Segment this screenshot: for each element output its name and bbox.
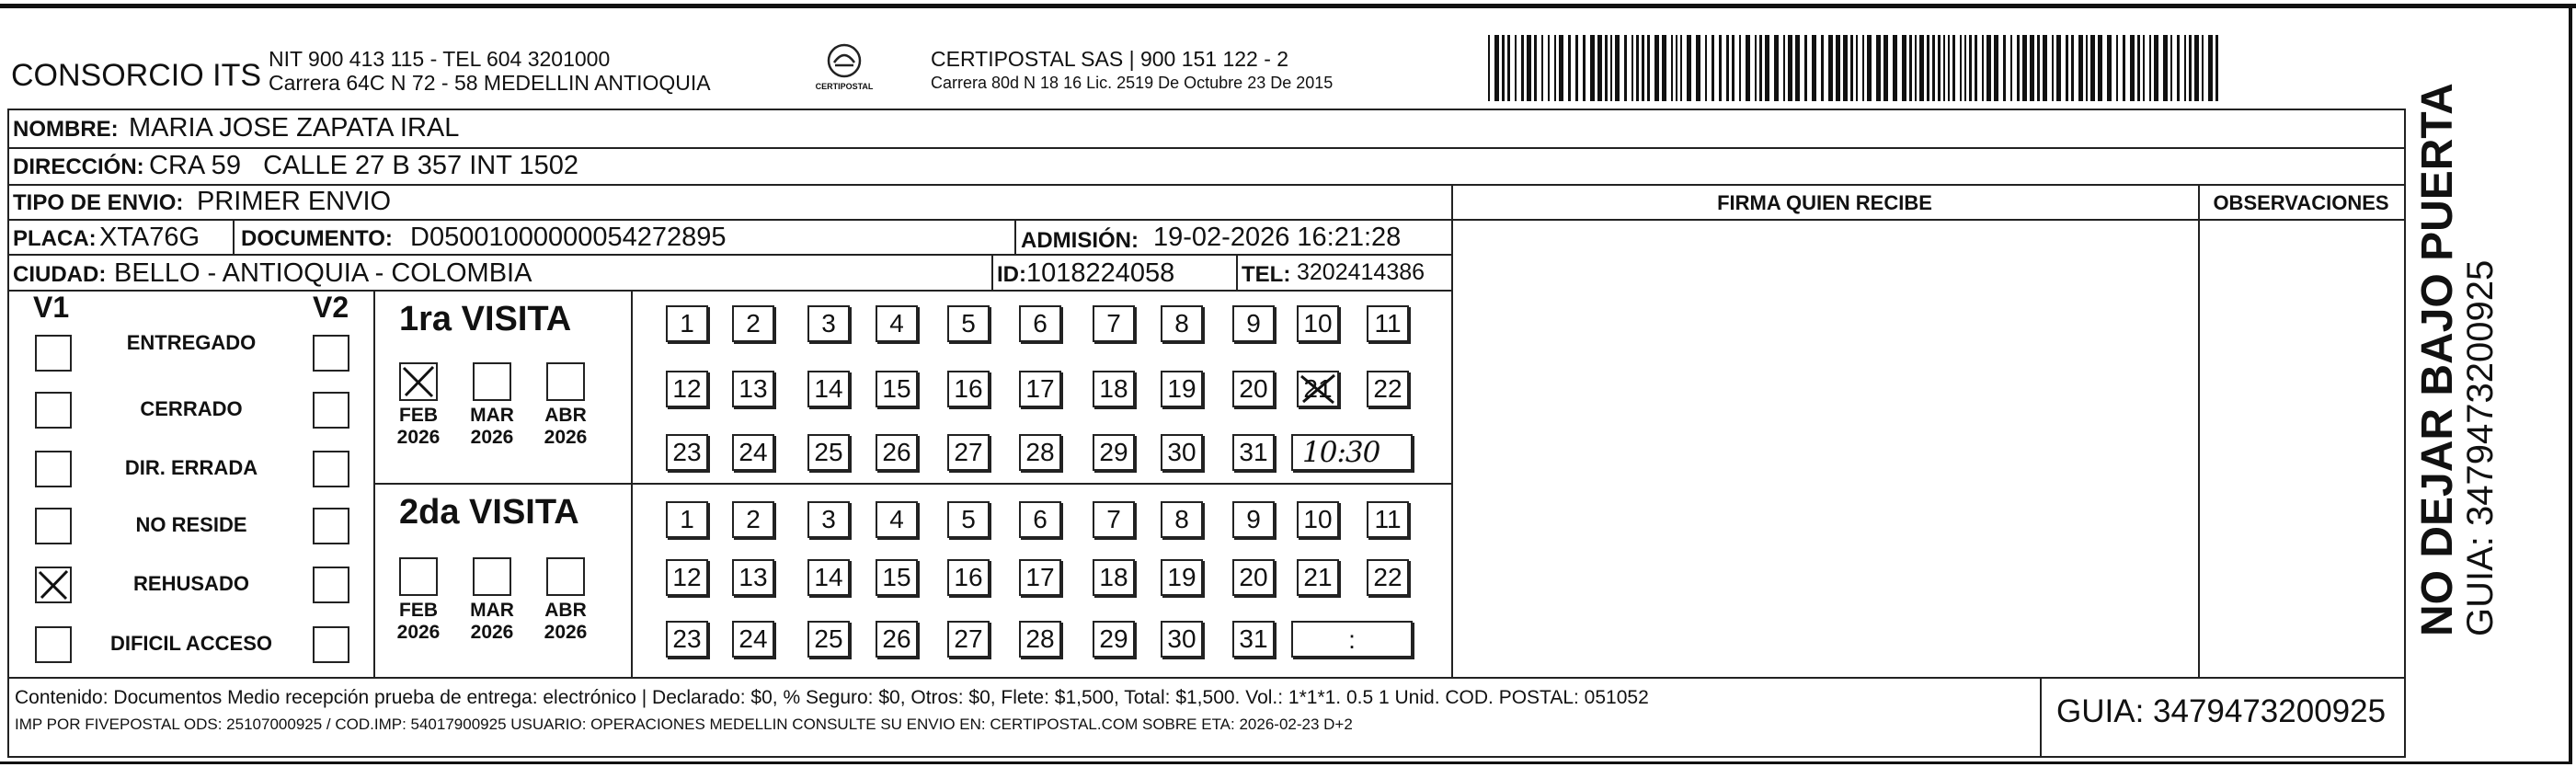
placa-divider xyxy=(233,219,235,254)
month-label: MAR xyxy=(470,405,514,426)
barcode xyxy=(1488,35,2220,101)
month-label: FEB xyxy=(399,405,438,426)
visit1-time-value: 10:30 xyxy=(1302,436,1380,469)
firma-label: FIRMA QUIEN RECIBE xyxy=(1717,191,1932,214)
firma-left-line xyxy=(1451,184,1453,677)
day-box-2[interactable] xyxy=(732,305,774,342)
month-year: 2026 xyxy=(470,622,514,643)
day-number: 11 xyxy=(1374,505,1402,533)
day-box-27[interactable] xyxy=(947,621,990,658)
day-box-8[interactable] xyxy=(1161,501,1203,538)
direccion-label: DIRECCIÓN: xyxy=(13,155,144,179)
day-box-3[interactable] xyxy=(807,501,850,538)
day-box-1[interactable] xyxy=(666,305,708,342)
admision-divider xyxy=(1014,219,1016,254)
form-left-line xyxy=(7,109,9,757)
row-line-5 xyxy=(7,290,1451,292)
day-box-2[interactable] xyxy=(732,501,774,538)
day-box-11[interactable] xyxy=(1367,305,1409,342)
day-number: 17 xyxy=(1025,374,1055,403)
day-number: 4 xyxy=(889,505,904,533)
day-number: 8 xyxy=(1174,309,1189,338)
form-top-line xyxy=(7,109,2406,110)
day-box-8[interactable] xyxy=(1161,305,1203,342)
day-number: 27 xyxy=(954,438,983,466)
day-number: 21 xyxy=(1303,374,1333,403)
month-label: FEB xyxy=(399,600,438,621)
day-number: 13 xyxy=(738,374,768,403)
month-year: 2026 xyxy=(544,427,588,448)
status-label: ENTREGADO xyxy=(126,331,257,354)
day-number: 9 xyxy=(1246,505,1261,533)
day-number: 24 xyxy=(738,438,768,466)
day-number: 15 xyxy=(882,374,911,403)
month-label: MAR xyxy=(470,600,514,621)
day-box-21[interactable] xyxy=(1297,371,1339,407)
day-number: 1 xyxy=(680,505,694,533)
day-box-9[interactable] xyxy=(1232,501,1275,538)
day-number: 21 xyxy=(1303,563,1333,591)
day-box-14[interactable] xyxy=(807,371,850,407)
v1-checkbox[interactable] xyxy=(35,335,72,372)
day-box-5[interactable] xyxy=(947,501,990,538)
carrier-info-line2: Carrera 80d N 18 16 Lic. 2519 De Octubre 23 De 2015 xyxy=(931,74,1334,92)
day-number: 25 xyxy=(814,438,843,466)
id-divider xyxy=(991,254,993,290)
month-checkbox[interactable] xyxy=(546,362,585,401)
logo-text: CERTIPOSTAL xyxy=(815,82,874,91)
day-number: 1 xyxy=(680,309,694,338)
day-box-6[interactable] xyxy=(1019,305,1061,342)
day-box-25[interactable] xyxy=(807,621,850,658)
status-label: REHUSADO xyxy=(133,572,249,595)
bottom-edge xyxy=(0,761,2572,764)
day-number: 2 xyxy=(746,505,761,533)
id-label: ID: xyxy=(997,262,1026,287)
day-box-27[interactable] xyxy=(947,434,990,471)
status-label: NO RESIDE xyxy=(135,513,247,536)
placa-value: XTA76G xyxy=(99,223,200,252)
day-box-22[interactable] xyxy=(1367,371,1409,407)
v2-checkbox[interactable] xyxy=(313,335,349,372)
day-box-15[interactable] xyxy=(876,559,918,596)
day-number: 18 xyxy=(1099,563,1128,591)
day-number: 10 xyxy=(1303,505,1333,533)
form-right-line xyxy=(2404,109,2406,757)
day-box-16[interactable] xyxy=(947,559,990,596)
status-label: DIFICIL ACCESO xyxy=(109,632,272,655)
day-box-26[interactable] xyxy=(876,621,918,658)
day-box-17[interactable] xyxy=(1019,559,1061,596)
day-box-28[interactable] xyxy=(1019,434,1061,471)
day-box-12[interactable] xyxy=(666,371,708,407)
v2-checkbox[interactable] xyxy=(313,451,349,487)
visit-separator xyxy=(373,483,1451,485)
day-number: 16 xyxy=(954,563,983,591)
day-number: 6 xyxy=(1033,505,1048,533)
day-box-19[interactable] xyxy=(1161,559,1203,596)
day-box-30[interactable] xyxy=(1161,434,1203,471)
day-box-31[interactable] xyxy=(1232,434,1275,471)
day-number: 3 xyxy=(821,505,836,533)
v2-checkbox[interactable] xyxy=(313,626,349,663)
day-number: 11 xyxy=(1374,309,1402,338)
month-year: 2026 xyxy=(470,427,514,448)
day-box-17[interactable] xyxy=(1019,371,1061,407)
day-number: 25 xyxy=(814,624,843,653)
day-box-23[interactable] xyxy=(666,621,708,658)
day-number: 14 xyxy=(814,563,843,591)
day-box-3[interactable] xyxy=(807,305,850,342)
day-box-22[interactable] xyxy=(1367,559,1409,596)
day-box-20[interactable] xyxy=(1232,371,1275,407)
day-box-24[interactable] xyxy=(732,434,774,471)
day-box-10[interactable] xyxy=(1297,501,1339,538)
ciudad-label: CIUDAD: xyxy=(13,262,107,287)
tipo-envio-label: TIPO DE ENVIO: xyxy=(13,190,184,215)
day-number: 31 xyxy=(1239,624,1268,653)
tel-label: TEL: xyxy=(1242,262,1291,287)
day-number: 8 xyxy=(1174,505,1189,533)
v2-header: V2 xyxy=(313,291,349,324)
day-box-14[interactable] xyxy=(807,559,850,596)
top-edge xyxy=(0,4,2576,8)
admision-label: ADMISIÓN: xyxy=(1021,228,1139,253)
v2-checkbox[interactable] xyxy=(313,392,349,429)
day-number: 3 xyxy=(821,309,836,338)
day-number: 14 xyxy=(814,374,843,403)
day-box-20[interactable] xyxy=(1232,559,1275,596)
company-info-line2: Carrera 64C N 72 - 58 MEDELLIN ANTIOQUIA xyxy=(269,71,711,95)
documento-label: DOCUMENTO: xyxy=(241,226,393,251)
day-number: 22 xyxy=(1373,563,1402,591)
day-number: 4 xyxy=(889,309,904,338)
day-box-31[interactable] xyxy=(1232,621,1275,658)
day-number: 19 xyxy=(1167,563,1196,591)
day-number: 7 xyxy=(1106,505,1121,533)
nombre-label: NOMBRE: xyxy=(13,117,119,142)
v2-checkbox[interactable] xyxy=(313,508,349,544)
day-number: 16 xyxy=(954,374,983,403)
day-box-4[interactable] xyxy=(876,305,918,342)
month-checkbox[interactable] xyxy=(399,557,438,596)
day-number: 19 xyxy=(1167,374,1196,403)
observaciones-left-line xyxy=(2198,184,2200,677)
right-edge xyxy=(2569,4,2572,763)
month-year: 2026 xyxy=(396,622,441,643)
visit1-time-box xyxy=(1291,434,1413,471)
day-number: 31 xyxy=(1239,438,1268,466)
day-box-1[interactable] xyxy=(666,501,708,538)
month-checkbox[interactable] xyxy=(399,362,438,401)
row-line-1 xyxy=(7,147,2406,149)
month-label: ABR xyxy=(544,405,587,426)
side-warning: NO DEJAR BAJO PUERTA xyxy=(2413,83,2462,636)
day-number: 26 xyxy=(882,438,911,466)
day-number: 6 xyxy=(1033,309,1048,338)
admision-value: 19-02-2026 16:21:28 xyxy=(1153,223,1402,252)
day-number: 10 xyxy=(1303,309,1333,338)
status-label: CERRADO xyxy=(140,397,243,420)
day-box-13[interactable] xyxy=(732,559,774,596)
day-box-11[interactable] xyxy=(1367,501,1409,538)
side-guia: GUIA: 3479473200925 xyxy=(2460,259,2501,636)
day-box-18[interactable] xyxy=(1093,371,1135,407)
day-number: 28 xyxy=(1025,624,1055,653)
check-mark-icon xyxy=(401,364,436,399)
footer-content: Contenido: Documentos Medio recepción prueba de entrega: electrónico | Declarado: $0, % Seguro: $0, Otros: $0, Flete: $1,500, Total: $1,500. Vol.: 1*1*1. 0.5 1 Unid. COD. POSTAL: 051052 xyxy=(15,687,1649,708)
day-number: 24 xyxy=(738,624,768,653)
side-vertical-text xyxy=(2415,83,2500,636)
day-number: 5 xyxy=(961,309,976,338)
day-number: 27 xyxy=(954,624,983,653)
status-label: DIR. ERRADA xyxy=(124,456,258,479)
day-number: 12 xyxy=(672,374,702,403)
day-number: 26 xyxy=(882,624,911,653)
day-box-6[interactable] xyxy=(1019,501,1061,538)
row-line-4 xyxy=(7,254,1451,256)
v1-checkbox[interactable] xyxy=(35,508,72,544)
day-box-10[interactable] xyxy=(1297,305,1339,342)
day-number: 30 xyxy=(1167,438,1196,466)
day-box-16[interactable] xyxy=(947,371,990,407)
day-number: 12 xyxy=(672,563,702,591)
day-number: 29 xyxy=(1099,624,1128,653)
day-number: 22 xyxy=(1373,374,1402,403)
form-bottom-line xyxy=(7,756,2406,758)
day-box-24[interactable] xyxy=(732,621,774,658)
month-checkbox[interactable] xyxy=(473,557,511,596)
row-line-6 xyxy=(7,677,2406,679)
day-box-29[interactable] xyxy=(1093,434,1135,471)
v1-header: V1 xyxy=(33,291,70,324)
documento-value: D05001000000054272895 xyxy=(410,223,727,252)
day-number: 7 xyxy=(1106,309,1121,338)
tipo-envio-value: PRIMER ENVIO xyxy=(197,187,392,216)
day-box-21[interactable] xyxy=(1297,559,1339,596)
direccion-value: CRA 59 CALLE 27 B 357 INT 1502 xyxy=(149,151,578,180)
day-number: 30 xyxy=(1167,624,1196,653)
company-name: CONSORCIO ITS xyxy=(11,58,262,93)
day-number: 20 xyxy=(1239,563,1268,591)
guia-box-divider xyxy=(2040,677,2042,756)
v1-checkbox[interactable] xyxy=(35,626,72,663)
day-box-29[interactable] xyxy=(1093,621,1135,658)
carrier-info-line1: CERTIPOSTAL SAS | 900 151 122 - 2 xyxy=(931,47,1289,71)
day-number: 13 xyxy=(738,563,768,591)
ciudad-value: BELLO - ANTIOQUIA - COLOMBIA xyxy=(114,258,532,288)
observaciones-label: OBSERVACIONES xyxy=(2213,191,2389,214)
day-box-15[interactable] xyxy=(876,371,918,407)
nombre-value: MARIA JOSE ZAPATA IRAL xyxy=(129,113,460,143)
day-box-4[interactable] xyxy=(876,501,918,538)
v1-checkbox[interactable] xyxy=(35,567,72,603)
company-info-line1: NIT 900 413 115 - TEL 604 3201000 xyxy=(269,47,611,71)
visit2-title: 2da VISITA xyxy=(399,493,579,532)
day-number: 2 xyxy=(746,309,761,338)
day-box-5[interactable] xyxy=(947,305,990,342)
day-box-7[interactable] xyxy=(1093,305,1135,342)
day-box-25[interactable] xyxy=(807,434,850,471)
month-label: ABR xyxy=(544,600,587,621)
visit1-title: 1ra VISITA xyxy=(399,300,572,338)
day-number: 29 xyxy=(1099,438,1128,466)
month-checkbox[interactable] xyxy=(546,557,585,596)
day-number: 15 xyxy=(882,563,911,591)
day-number: 5 xyxy=(961,505,976,533)
day-number: 20 xyxy=(1239,374,1268,403)
day-number: 18 xyxy=(1099,374,1128,403)
footer-guia: GUIA: 3479473200925 xyxy=(2056,693,2387,729)
day-box-19[interactable] xyxy=(1161,371,1203,407)
day-box-23[interactable] xyxy=(666,434,708,471)
footer-print-info: IMP POR FIVEPOSTAL ODS: 25107000925 / COD.IMP: 54017900925 USUARIO: OPERACIONES MEDELLIN CONSULTE SU ENVIO EN: CERTIPOSTAL.COM SOBRE ETA: 2026-02-23 D+2 xyxy=(15,715,1353,733)
day-box-7[interactable] xyxy=(1093,501,1135,538)
day-number: 23 xyxy=(672,624,702,653)
day-number: 9 xyxy=(1246,309,1261,338)
day-number: 23 xyxy=(672,438,702,466)
v1-checkbox[interactable] xyxy=(35,392,72,429)
visit2-time-value: : xyxy=(1348,625,1356,654)
day-box-13[interactable] xyxy=(732,371,774,407)
month-year: 2026 xyxy=(396,427,441,448)
day-box-28[interactable] xyxy=(1019,621,1061,658)
visit2-time-box xyxy=(1291,621,1413,658)
v2-checkbox[interactable] xyxy=(313,567,349,603)
certipostal-logo xyxy=(809,40,879,99)
day-box-18[interactable] xyxy=(1093,559,1135,596)
id-value: 1018224058 xyxy=(1026,258,1175,288)
day-box-26[interactable] xyxy=(876,434,918,471)
tel-value: 3202414386 xyxy=(1297,259,1425,285)
check-mark-icon xyxy=(1299,372,1337,406)
tel-divider xyxy=(1236,254,1238,290)
month-checkbox[interactable] xyxy=(473,362,511,401)
check-mark-icon xyxy=(37,568,70,601)
month-year: 2026 xyxy=(544,622,588,643)
row-line-2 xyxy=(7,184,2406,186)
day-number: 28 xyxy=(1025,438,1055,466)
row-line-3 xyxy=(7,219,2406,221)
day-box-12[interactable] xyxy=(666,559,708,596)
day-box-30[interactable] xyxy=(1161,621,1203,658)
v1-checkbox[interactable] xyxy=(35,451,72,487)
day-number: 17 xyxy=(1025,563,1055,591)
day-box-9[interactable] xyxy=(1232,305,1275,342)
placa-label: PLACA: xyxy=(13,226,97,251)
